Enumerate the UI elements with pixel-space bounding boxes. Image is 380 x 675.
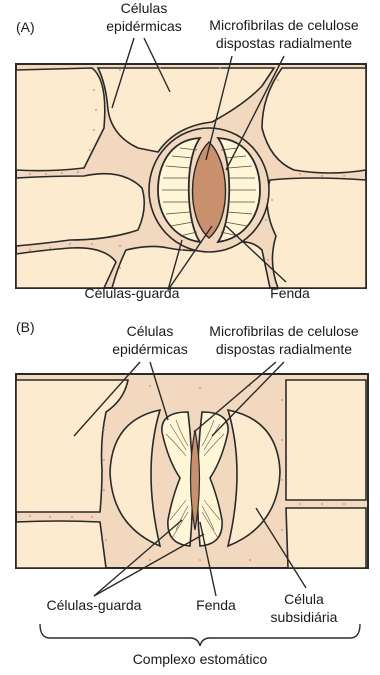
- panel-b-subsidiary-label-line1: Célula: [284, 591, 324, 607]
- panel-a-microfibril-label-line2: dispostas radialmente: [215, 35, 353, 51]
- panel-b-slit-label: Fenda: [196, 597, 236, 613]
- panel-a-epidermal-cell: [16, 248, 116, 288]
- panel-b: [16, 319, 368, 667]
- panel-b-guard-cells-label: Células-guarda: [46, 597, 142, 613]
- panel-b-epidermal-label-line2: epidérmicas: [112, 341, 188, 357]
- panel-a-epidermal-cell: [267, 178, 366, 288]
- panel-b-epidermal-cell: [286, 380, 366, 500]
- panel-b-epidermal-cell: [286, 508, 366, 568]
- panel-a: [16, 0, 366, 301]
- panel-a-tag: (A): [16, 19, 35, 35]
- panel-b-complex-bracket: [40, 624, 360, 646]
- panel-b-subsidiary-label-line2: subsidiária: [270, 609, 338, 625]
- panel-a-epidermal-label-line1: Células: [120, 0, 168, 16]
- panel-b-microfibril-label-line2: dispostas radialmente: [215, 341, 353, 357]
- panel-a-slit-label: Fenda: [270, 285, 310, 301]
- panel-b-epidermal-label-line1: Células: [126, 323, 174, 339]
- panel-a-guard-cells-label: Células-guarda: [84, 285, 180, 301]
- panel-a-microfibril-label-line1: Microfibrilas de celulose: [209, 17, 359, 33]
- panel-b-microfibril-label-line1: Microfibrilas de celulose: [209, 323, 359, 339]
- panel-b-epidermal-cell: [16, 521, 106, 568]
- panel-a-epidermal-label-line2: epidérmicas: [106, 18, 182, 34]
- panel-b-tag: (B): [16, 319, 35, 335]
- panel-a-epidermal-cell: [262, 68, 366, 173]
- panel-b-complex-label: Complexo estomático: [132, 651, 268, 667]
